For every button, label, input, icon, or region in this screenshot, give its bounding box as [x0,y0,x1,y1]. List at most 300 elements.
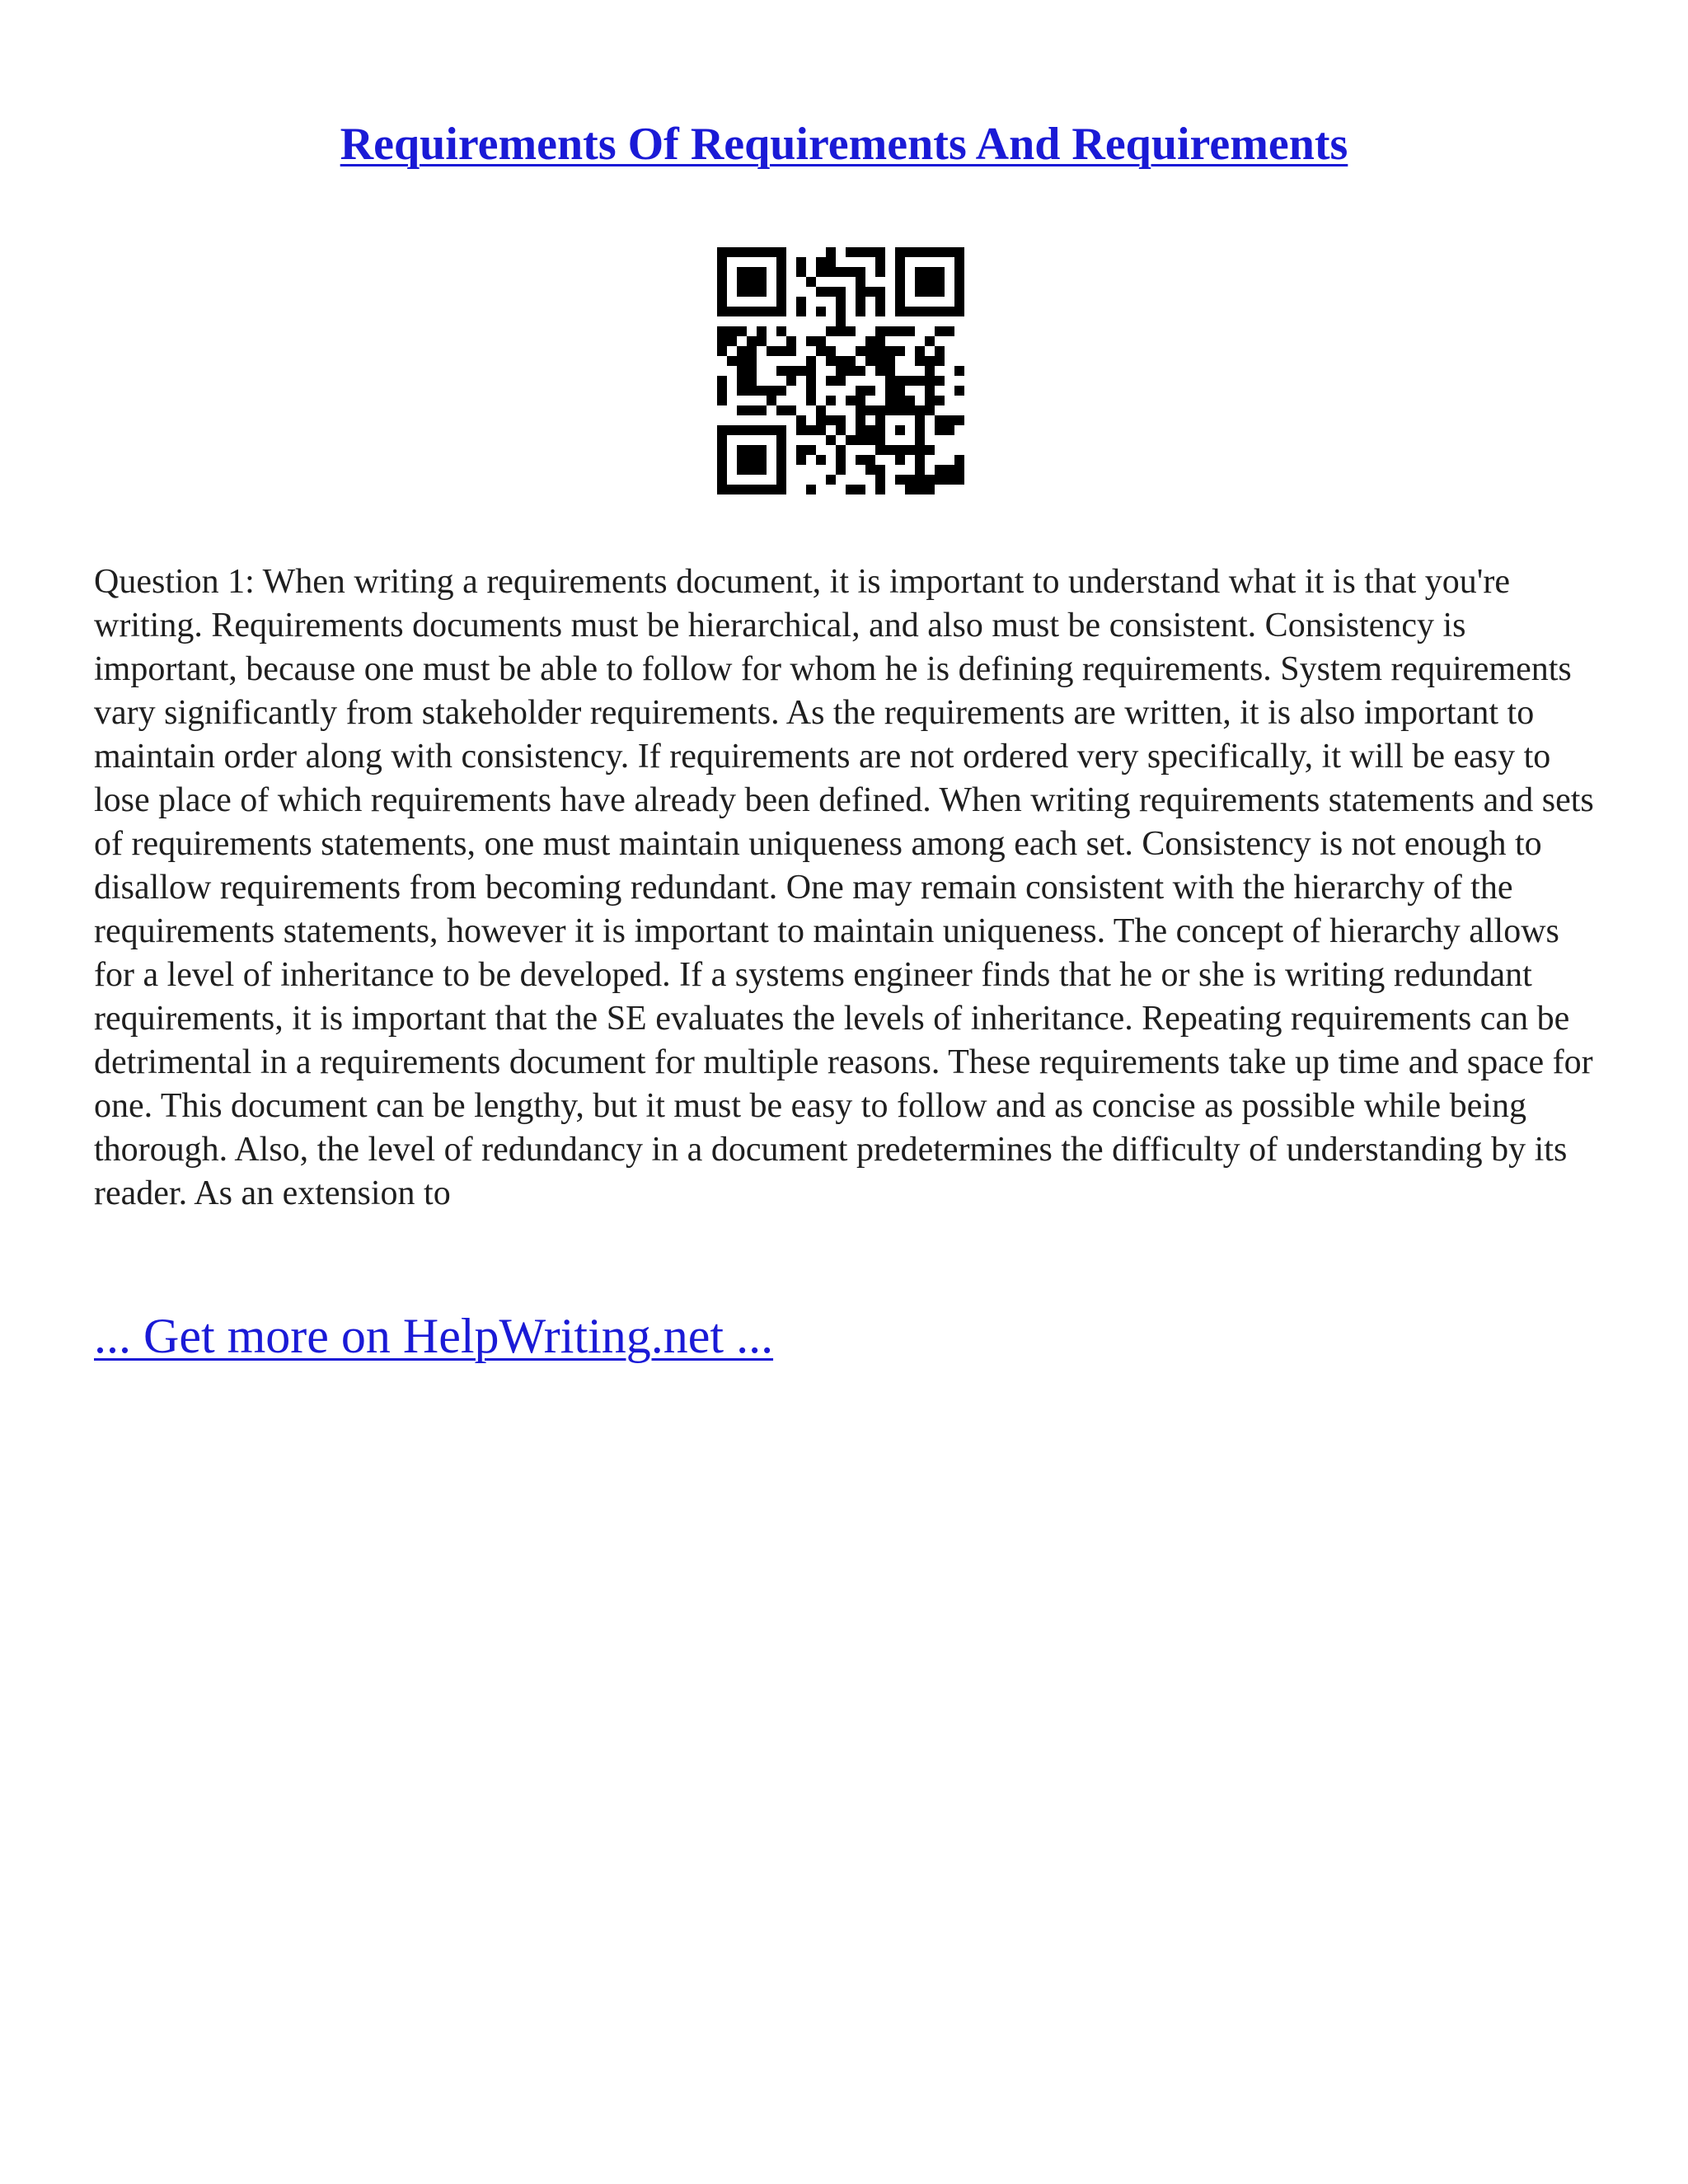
qr-module [846,366,856,376]
qr-module [737,277,747,287]
qr-module [875,267,885,277]
qr-module [737,356,747,366]
qr-module [826,376,836,386]
qr-module [875,346,885,356]
qr-module [895,405,905,415]
qr-module [856,267,865,277]
qr-module [796,366,806,376]
qr-module [747,287,757,297]
qr-module [796,297,806,307]
qr-module [747,346,757,356]
qr-module [905,307,915,316]
document-body-text: Question 1: When writing a requirements document, it is important to understand what it is that you're writing. Requirements documents must be hierarchical, and also must be consistent. Consistency is important, because one must be able to follow for whom he is defining requirements. System requirements vary significantly from stakeholder requirements. As the requirements are written, it is also important to maintain order along with consistency. If requirements are not ordered very specifically, it will be easy to lose place of which requirements have already been defined. When writing requirements statements and sets of requirements statements, one must maintain uniqueness among each set. Consistency is not enough to disallow requirements from becoming redundant. One may remain consistent with the hierarchy of the requirements statements, however it is important to maintain uniqueness. The concept of hierarchy allows for a level of inheritance to be developed. If a systems engineer finds that he or she is writing redundant requirements, it is important that the SE evaluates the levels of inheritance. Repeating requirements can be detrimental in a requirements document for multiple reasons. These requirements take up time and space for one. This document can be lengthy, but it must be easy to follow and as concise as possible while being thorough. Also, the level of redundancy in a document predetermines the difficulty of understanding by its reader. As an extension to [94,563,1594,1212]
qr-module [826,287,836,297]
qr-module [905,445,915,455]
qr-module [925,366,935,376]
qr-module [757,287,767,297]
qr-module [954,247,964,257]
qr-module [717,396,727,405]
qr-module [816,307,826,316]
qr-module [796,257,806,267]
qr-module [806,445,816,455]
qr-module [826,356,836,366]
qr-module [836,307,846,316]
qr-module [737,366,747,376]
qr-module [826,257,836,267]
qr-module [806,277,816,287]
qr-module [826,415,836,425]
qr-module [747,405,757,415]
qr-module [875,445,885,455]
qr-module [856,415,865,425]
qr-module [905,485,915,494]
qr-module [806,485,816,494]
qr-module [915,267,925,277]
qr-module [836,316,846,326]
qr-module [954,267,964,277]
qr-module [737,247,747,257]
qr-module [796,267,806,277]
qr-module [786,346,796,356]
qr-module [935,326,945,336]
qr-module [776,307,786,316]
qr-module [776,277,786,287]
qr-module [737,445,747,455]
qr-module [826,435,836,445]
qr-module [954,415,964,425]
qr-module [925,376,935,386]
qr-module [915,277,925,287]
qr-module [954,297,964,307]
qr-module [856,455,865,465]
qr-module [945,475,954,485]
qr-module [846,356,856,366]
qr-module [865,247,875,257]
qr-module [767,396,776,405]
qr-module [875,287,885,297]
qr-module [925,445,935,455]
qr-module [875,326,885,336]
qr-module [895,376,905,386]
qr-module [925,396,935,405]
qr-module [776,405,786,415]
qr-module [915,307,925,316]
qr-module [925,277,935,287]
qr-module [757,336,767,346]
qr-module [747,336,757,346]
qr-module [925,386,935,396]
qr-module [935,376,945,386]
qr-module [757,485,767,494]
qr-module [836,326,846,336]
qr-module [747,465,757,475]
qr-module [727,307,737,316]
qr-module [915,376,925,386]
qr-module [905,405,915,415]
qr-module [856,346,865,356]
qr-module [915,287,925,297]
qr-module [875,405,885,415]
qr-module [925,485,935,494]
qr-module [747,386,757,396]
qr-module [776,267,786,277]
qr-module [935,356,945,366]
qr-module [727,247,737,257]
qr-module [776,297,786,307]
qr-module [865,287,875,297]
qr-module [885,405,895,415]
qr-module [717,307,727,316]
qr-module [895,346,905,356]
more-link-paragraph [94,1305,773,1367]
qr-module [875,366,885,376]
qr-module [915,455,925,465]
qr-module [935,277,945,287]
qr-module [776,485,786,494]
qr-module [747,455,757,465]
title-link[interactable]: Requirements Of Requirements And Requirements [340,119,1348,170]
qr-module [747,277,757,287]
qr-module [915,346,925,356]
qr-module [935,267,945,277]
qr-module [717,425,727,435]
qr-module [776,386,786,396]
qr-module [717,455,727,465]
qr-module [865,435,875,445]
qr-module [856,396,865,405]
qr-module [875,356,885,366]
qr-module [885,445,895,455]
qr-module [786,376,796,386]
qr-module [865,405,875,415]
qr-module [747,445,757,455]
qr-module [856,386,865,396]
qr-module [895,267,905,277]
qr-module [954,455,964,465]
qr-module [776,465,786,475]
qr-module [875,297,885,307]
qr-module [767,485,776,494]
get-more-link[interactable]: ... Get more on HelpWriting.net ... [94,1309,774,1363]
qr-module [737,386,747,396]
qr-module [816,425,826,435]
qr-module [925,267,935,277]
qr-module [885,376,895,386]
qr-module [717,287,727,297]
qr-module [796,425,806,435]
qr-module [776,257,786,267]
qr-module [925,356,935,366]
qr-module [836,376,846,386]
qr-module [865,465,875,475]
qr-module [717,277,727,287]
qr-module [836,415,846,425]
qr-module [935,475,945,485]
qr-module [776,425,786,435]
qr-module [717,445,727,455]
qr-module [776,287,786,297]
qr-module [757,425,767,435]
qr-module [757,247,767,257]
qr-module [856,297,865,307]
qr-module [935,425,945,435]
qr-module [776,475,786,485]
qr-module [935,346,945,356]
qr-module [895,386,905,396]
qr-module [935,396,945,405]
qr-module [945,425,954,435]
qr-module [727,356,737,366]
qr-module [717,336,727,346]
qr-module [925,475,935,485]
qr-module [806,396,816,405]
qr-module [717,346,727,356]
qr-module [895,475,905,485]
qr-module [885,386,895,396]
qr-module [925,336,935,346]
qr-module [717,376,727,386]
qr-module [945,326,954,336]
qr-module [717,326,727,336]
qr-module [747,485,757,494]
qr-module [895,247,905,257]
qr-module [836,445,846,455]
qr-module [826,247,836,257]
qr-module [935,415,945,425]
qr-module [895,287,905,297]
qr-module [767,247,776,257]
qr-module [717,297,727,307]
qr-module [727,425,737,435]
qr-module [757,267,767,277]
qr-module [875,336,885,346]
qr-module [905,376,915,386]
qr-module [816,336,826,346]
qr-module [875,257,885,267]
qr-module [954,277,964,287]
qr-module [757,465,767,475]
qr-module [836,366,846,376]
qr-module [806,376,816,386]
qr-code-icon [717,247,964,494]
qr-module [717,386,727,396]
qr-module [836,297,846,307]
qr-module [737,455,747,465]
qr-module [826,267,836,277]
qr-module [796,307,806,316]
qr-module [806,425,816,435]
qr-module [776,445,786,455]
qr-module [776,455,786,465]
qr-module [737,405,747,415]
qr-module [935,247,945,257]
qr-module [767,307,776,316]
qr-module [945,465,954,475]
qr-module [935,307,945,316]
qr-module [727,326,737,336]
qr-module [796,415,806,425]
qr-module [915,425,925,435]
qr-module [856,307,865,316]
qr-module [856,247,865,257]
qr-module [727,485,737,494]
qr-module [945,307,954,316]
qr-module [945,415,954,425]
qr-module [757,445,767,455]
qr-module [757,455,767,465]
qr-module [776,435,786,445]
qr-module [856,435,865,445]
qr-module [905,475,915,485]
qr-module [826,326,836,336]
qr-code-image [717,247,964,494]
qr-module [836,356,846,366]
qr-module [895,257,905,267]
qr-module [846,267,856,277]
qr-module [836,425,846,435]
qr-module [895,307,905,316]
qr-module [895,445,905,455]
qr-module [954,307,964,316]
qr-module [856,277,865,287]
qr-module [895,396,905,405]
qr-module [856,366,865,376]
qr-module [737,485,747,494]
qr-module [717,267,727,277]
qr-module [856,287,865,297]
qr-module [856,425,865,435]
qr-module [786,405,796,415]
qr-module [747,425,757,435]
qr-module [737,307,747,316]
qr-module [915,445,925,455]
qr-module [954,386,964,396]
qr-module [836,465,846,475]
qr-module [806,336,816,346]
qr-module [865,336,875,346]
qr-module [836,455,846,465]
qr-module [816,415,826,425]
qr-module [925,287,935,297]
qr-module [747,267,757,277]
qr-module [816,257,826,267]
qr-module [895,455,905,465]
qr-module [885,366,895,376]
qr-module [717,435,727,445]
qr-module [796,445,806,455]
qr-module [727,336,737,346]
qr-module [875,485,885,494]
qr-module [875,435,885,445]
qr-module [885,356,895,366]
qr-module [846,396,856,405]
qr-module [737,346,747,356]
qr-module [767,346,776,356]
qr-module [885,346,895,356]
qr-module [747,307,757,316]
qr-module [915,356,925,366]
qr-module [915,415,925,425]
qr-module [826,396,836,405]
qr-module [816,267,826,277]
qr-module [915,247,925,257]
qr-module [925,307,935,316]
qr-module [915,475,925,485]
qr-module [806,386,816,396]
qr-module [816,405,826,415]
qr-module [915,485,925,494]
qr-module [776,346,786,356]
qr-module [776,326,786,336]
qr-module [905,396,915,405]
qr-module [717,257,727,267]
qr-module [737,326,747,336]
qr-module [895,425,905,435]
qr-module [717,465,727,475]
qr-module [846,326,856,336]
qr-module [737,287,747,297]
qr-module [895,277,905,287]
qr-module [915,435,925,445]
qr-module [865,386,875,396]
qr-module [717,485,727,494]
page-title [0,115,1688,173]
qr-module [747,376,757,386]
qr-module [767,386,776,396]
qr-module [856,405,865,415]
qr-module [875,465,885,475]
qr-module [846,435,856,445]
qr-module [757,277,767,287]
qr-module [717,247,727,257]
qr-module [767,425,776,435]
qr-module [954,257,964,267]
qr-module [865,356,875,366]
qr-module [925,247,935,257]
qr-module [945,247,954,257]
qr-module [885,396,895,405]
qr-module [935,465,945,475]
qr-module [737,267,747,277]
qr-module [776,247,786,257]
qr-module [954,465,964,475]
qr-module [747,366,757,376]
qr-module [757,386,767,396]
qr-module [846,485,856,494]
qr-module [776,366,786,376]
qr-module [875,247,885,257]
qr-module [895,326,905,336]
qr-module [954,287,964,297]
qr-module [737,425,747,435]
qr-module [925,405,935,415]
qr-module [915,405,925,415]
qr-module [865,425,875,435]
qr-module [935,287,945,297]
qr-module [875,475,885,485]
qr-module [826,346,836,356]
qr-module [826,475,836,485]
qr-module [816,346,826,356]
qr-module [905,247,915,257]
qr-module [786,336,796,346]
qr-module [875,307,885,316]
qr-module [747,356,757,366]
qr-module [786,366,796,376]
qr-module [796,455,806,465]
qr-module [737,465,747,475]
qr-module [717,475,727,485]
